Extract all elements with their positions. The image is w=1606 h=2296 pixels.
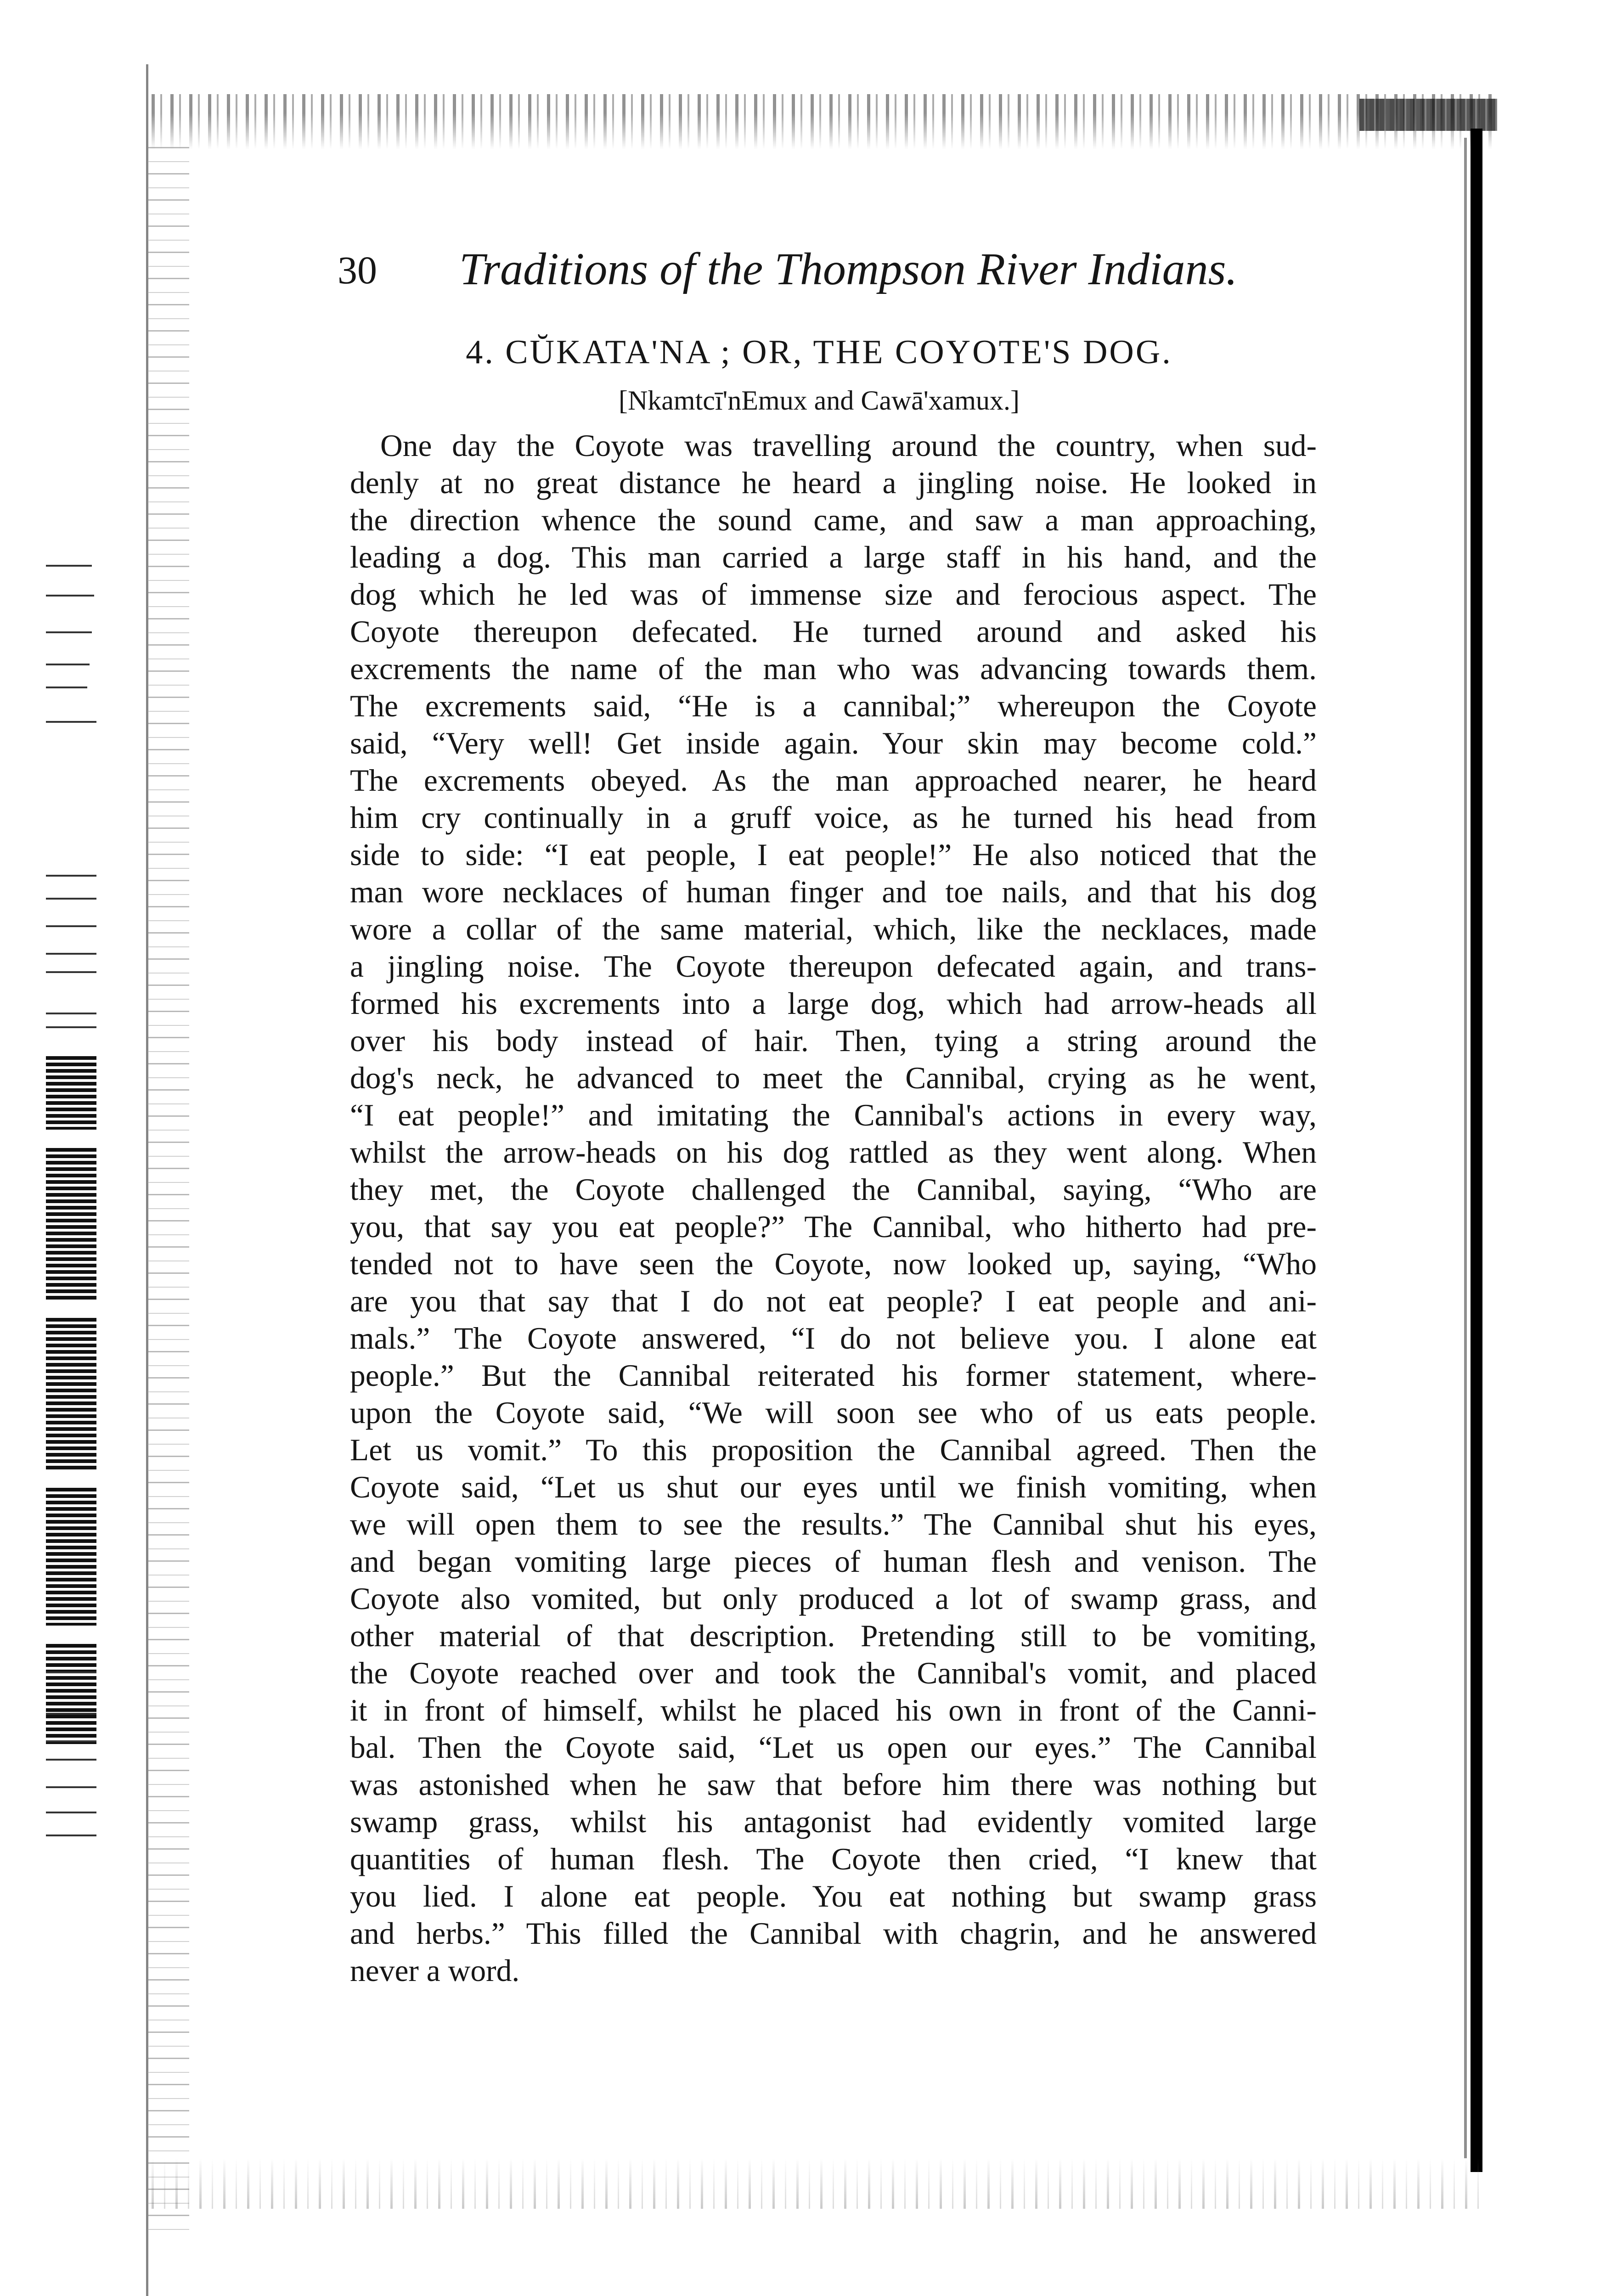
text-line: we will open them to see the results.” The Cannibal shut his eyes, — [350, 1507, 1317, 1542]
text-line: mals.” The Coyote answered, “I do not believe you. I alone eat — [350, 1321, 1317, 1356]
text-line: and began vomiting large pieces of human flesh and venison. The — [350, 1544, 1317, 1579]
text-line: leading a dog. This man carried a large staff in his hand, and the — [350, 540, 1317, 574]
scan-left-speckle — [148, 147, 189, 2241]
text-line: over his body instead of hair. Then, tying a string around the — [350, 1024, 1317, 1058]
page-number: 30 — [338, 248, 377, 292]
text-line: denly at no great distance he heard a jingling noise. He looked in — [350, 466, 1317, 500]
text-line: you, that say you eat people?” The Cannibal, who hitherto had pre- — [350, 1210, 1317, 1244]
scan-bottom-edge — [152, 2158, 1483, 2209]
running-header — [0, 239, 1606, 303]
scan-top-edge — [152, 94, 1493, 149]
text-line: formed his excrements into a large dog, which had arrow-heads all — [350, 986, 1317, 1021]
text-line: swamp grass, whilst his antagonist had evidently vomited large — [350, 1805, 1317, 1839]
text-line: other material of that description. Pretending still to be vomiting, — [350, 1619, 1317, 1653]
text-line: was astonished when he saw that before him there was nothing but — [350, 1767, 1317, 1802]
text-line: the direction whence the sound came, and saw a man approaching, — [350, 503, 1317, 537]
scan-top-edge-dark — [1359, 99, 1497, 131]
text-line: wore a collar of the same material, which, like the necklaces, made — [350, 912, 1317, 946]
text-line: The excrements obeyed. As the man approached nearer, he heard — [350, 763, 1317, 798]
text-line: bal. Then the Coyote said, “Let us open our eyes.” The Cannibal — [350, 1730, 1317, 1765]
text-line: man wore necklaces of human finger and toe nails, and that his dog — [350, 875, 1317, 909]
text-line: you lied. I alone eat people. You eat nothing but swamp grass — [350, 1879, 1317, 1913]
text-line: him cry continually in a gruff voice, as he turned his head from — [350, 800, 1317, 835]
scan-right-bar-thin — [1464, 138, 1467, 2158]
text-line: quantities of human flesh. The Coyote then cried, “I knew that — [350, 1842, 1317, 1876]
story-body — [350, 427, 1317, 1989]
text-line: dog which he led was of immense size and ferocious aspect. The — [350, 577, 1317, 612]
story-source: [Nkamtcī'nEmux and Cawā'xamux.] — [618, 385, 1020, 416]
text-line: they met, the Coyote challenged the Cannibal, saying, “Who are — [350, 1172, 1317, 1207]
text-line: Let us vomit.” To this proposition the Cannibal agreed. Then the — [350, 1433, 1317, 1467]
scan-right-bar — [1471, 129, 1482, 2172]
text-line: Coyote thereupon defecated. He turned around and asked his — [350, 614, 1317, 649]
text-line: excrements the name of the man who was advancing towards them. — [350, 652, 1317, 686]
text-line: it in front of himself, whilst he placed his own in front of the Canni- — [350, 1693, 1317, 1728]
text-line: said, “Very well! Get inside again. Your skin may become cold.” — [350, 726, 1317, 760]
story-title: 4. CŬKATA'NA ; OR, THE COYOTE'S DOG. — [466, 333, 1172, 371]
text-line: The excrements said, “He is a cannibal;” whereupon the Coyote — [350, 689, 1317, 723]
text-line: upon the Coyote said, “We will soon see who of us eats people. — [350, 1396, 1317, 1430]
text-line: Coyote said, “Let us shut our eyes until we finish vomiting, when — [350, 1470, 1317, 1504]
text-line: a jingling noise. The Coyote thereupon defecated again, and trans- — [350, 949, 1317, 984]
text-line: side to side: “I eat people, I eat people!” He also noticed that the — [350, 838, 1317, 872]
text-line: “I eat people!” and imitating the Cannibal's actions in every way, — [350, 1098, 1317, 1132]
text-line: never a word. — [350, 1953, 520, 1988]
text-line: people.” But the Cannibal reiterated his former statement, where- — [350, 1358, 1317, 1393]
text-line: tended not to have seen the Coyote, now looked up, saying, “Who — [350, 1247, 1317, 1281]
text-line: Coyote also vomited, but only produced a lot of swamp grass, and — [350, 1581, 1317, 1616]
running-title: Traditions of the Thompson River Indians. — [459, 243, 1238, 294]
text-line: One day the Coyote was travelling around the country, when sud- — [380, 428, 1317, 463]
text-line: are you that say that I do not eat people? I eat people and ani- — [350, 1284, 1317, 1318]
text-line: dog's neck, he advanced to meet the Cannibal, crying as he went, — [350, 1061, 1317, 1095]
text-line: the Coyote reached over and took the Cannibal's vomit, and placed — [350, 1656, 1317, 1690]
text-line: and herbs.” This filled the Cannibal with chagrin, and he answered — [350, 1916, 1317, 1951]
text-line: whilst the arrow-heads on his dog rattled as they went along. When — [350, 1135, 1317, 1170]
